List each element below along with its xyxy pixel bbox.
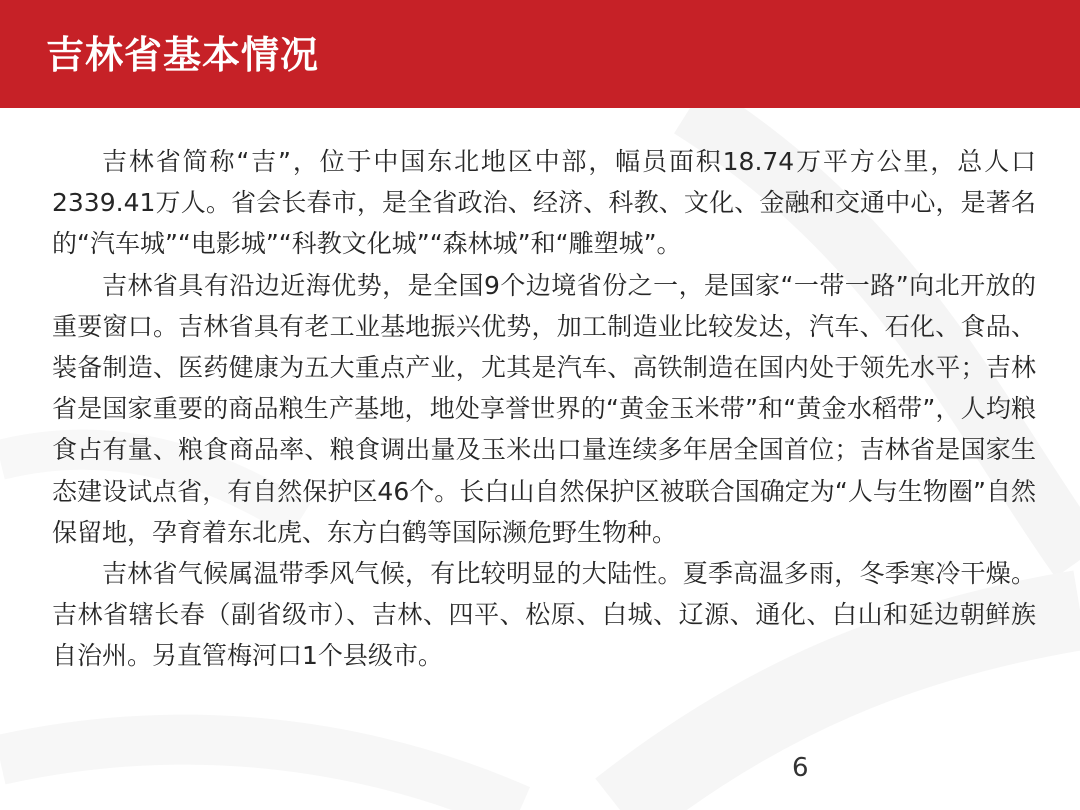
header-bar [0, 0, 1080, 108]
body-text [52, 141, 1036, 677]
paragraph-overview: 吉林省简称“吉”，位于中国东北地区中部，幅员面积18.74万平方公里，总人口2339.41万人。省会长春市，是全省政治、经济、科教、文化、金融和交通中心，是著名的“汽车城”“电影城”“科教文化城”“森林城”和“雕塑城”。 [52, 147, 1036, 259]
page-number: 6 [792, 753, 809, 783]
paragraph-climate-administration: 吉林省气候属温带季风气候，有比较明显的大陆性。夏季高温多雨，冬季寒冷干燥。吉林省辖长春（副省级市）、吉林、四平、松原、白城、辽源、通化、白山和延边朝鲜族自治州。另直管梅河口1个县级市。 [52, 559, 1036, 671]
slide-title: 吉林省基本情况 [46, 33, 320, 77]
paragraph-advantages: 吉林省具有沿边近海优势，是全国9个边境省份之一，是国家“一带一路”向北开放的重要窗口。吉林省具有老工业基地振兴优势，加工制造业比较发达，汽车、石化、食品、装备制造、医药健康为五大重点产业，尤其是汽车、高铁制造在国内处于领先水平；吉林省是国家重要的商品粮生产基地，地处享誉世界的“黄金玉米带”和“黄金水稻带”，人均粮食占有量、粮食商品率、粮食调出量及玉米出口量连续多年居全国首位；吉林省是国家生态建设试点省，有自然保护区46个。长白山自然保护区被联合国确定为“人与生物圈”自然保留地，孕育着东北虎、东方白鹤等国际濒危野生物种。 [52, 270, 1036, 547]
